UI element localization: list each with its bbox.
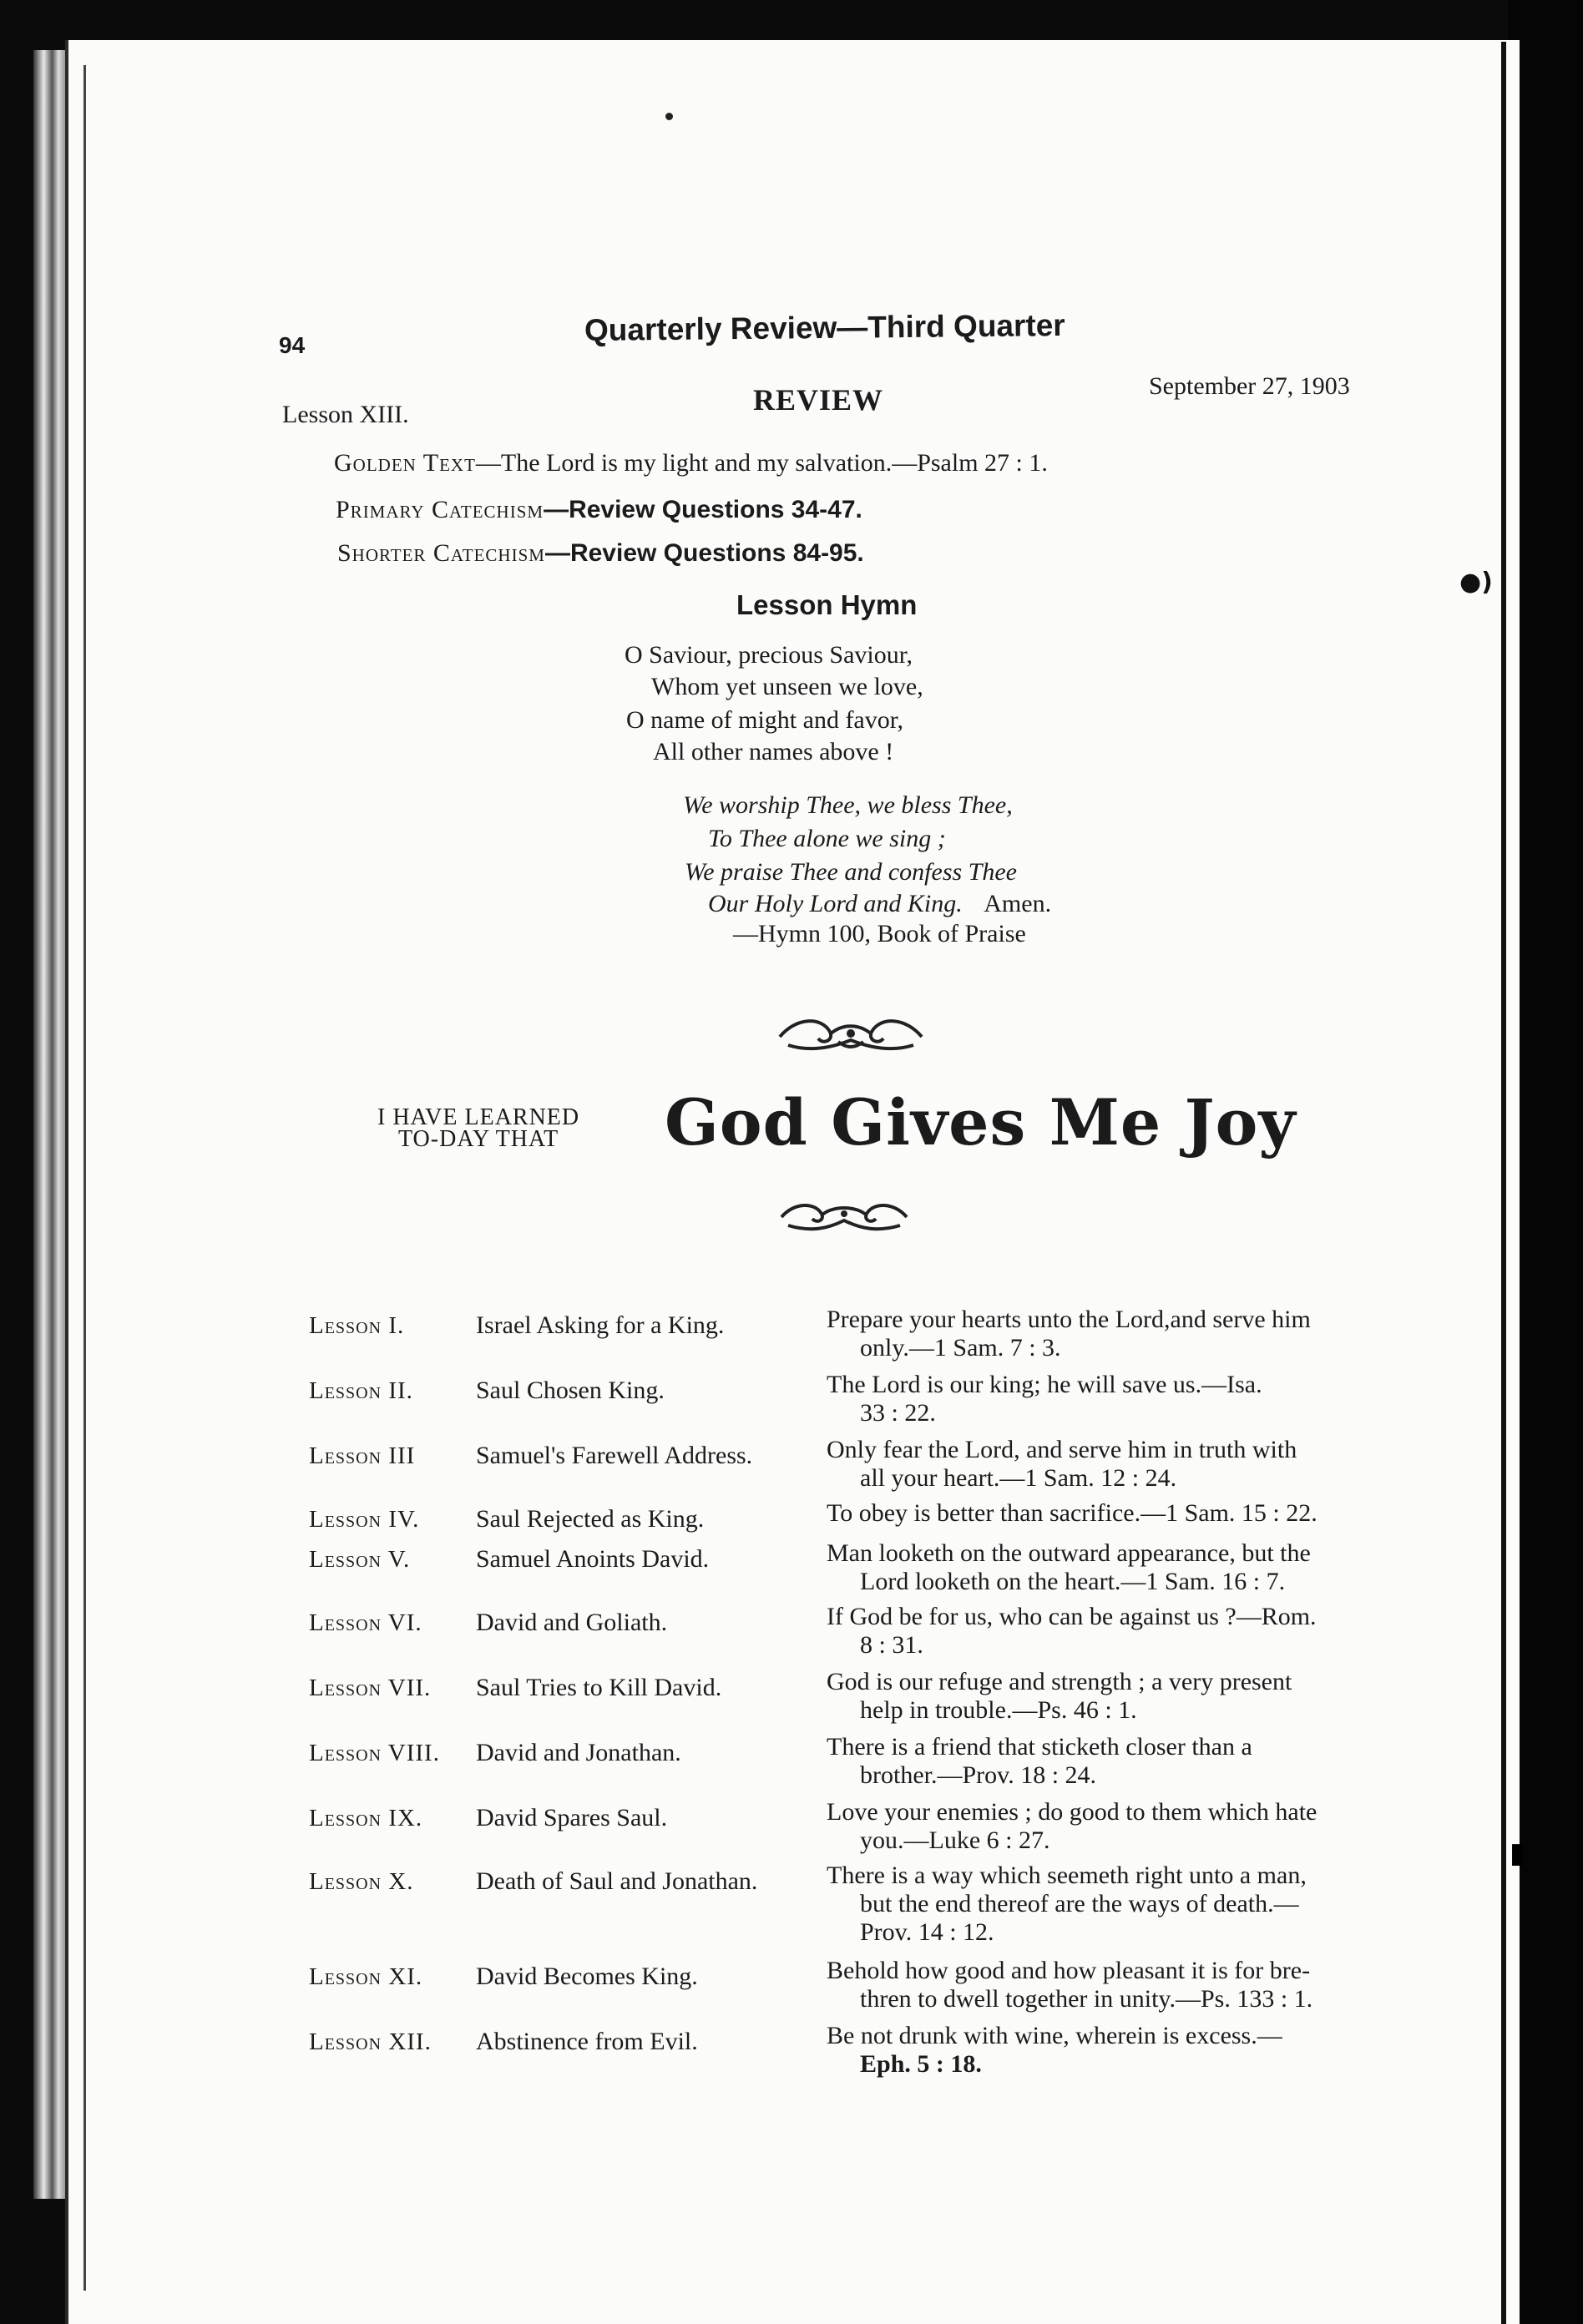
lesson-row-title: Death of Saul and Jonathan. [476,1867,758,1895]
lesson-row-number: Lesson VI. [309,1609,422,1636]
lesson-row-number: Lesson XI. [309,1963,423,1990]
primary-catechism [336,496,862,524]
golden-text-label: Golden Text [334,449,476,477]
lesson-row [309,2022,1428,2095]
lesson-row-title: Saul Rejected as King. [476,1505,705,1533]
lesson-row-text: God is our refuge and strength ; a very present help in trouble.—Ps. 46 : 1. [827,1668,1292,1724]
ink-dot [665,113,673,120]
lesson-row-number: Lesson IV. [309,1506,420,1533]
lesson-row-title: David Spares Saul. [476,1804,668,1831]
lesson-row-text: Prepare your hearts unto the Lord,and serve him only.—1 Sam. 7 : 3. [827,1306,1311,1362]
lesson-row-text: To obey is better than sacrifice.—1 Sam. 15 : 22. [827,1499,1317,1527]
lesson-row-title: David Becomes King. [476,1963,698,1990]
lesson-row-text: Behold how good and how pleasant it is for bre- thren to dwell together in unity.—Ps. 133 : 1. [827,1957,1313,2013]
lesson-row [309,1862,1428,1960]
hymn-chorus-last [708,890,1051,918]
hymn-line: Whom yet unseen we love, [651,673,923,700]
lesson-row-number: Lesson V. [309,1546,411,1573]
learned-lead-line2: TO-DAY THAT [397,1126,559,1152]
lesson-row-number: Lesson VII. [309,1675,432,1701]
lesson-row-title: David and Goliath. [476,1609,668,1636]
hymn-amen: Amen. [984,890,1052,917]
lesson-row-text: There is a way which seemeth right unto a man, but the end thereof are the ways of death.— Prov. 14 : 12. [827,1862,1307,1946]
lesson-row-text: Love your enemies ; do good to them which hate you.—Luke 6 : 27. [827,1798,1317,1854]
lesson-row-number: Lesson VIII. [309,1740,440,1766]
learned-title: God Gives Me Joy [665,1085,1297,1159]
lesson-row [309,1371,1428,1444]
primary-catechism-body: —Review Questions 34-47. [544,496,862,523]
page-number: 94 [279,332,306,358]
lesson-row-text: Be not drunk with wine, wherein is excess.— Eph. 5 : 18. [827,2022,1282,2078]
learned-lead [377,1104,580,1152]
lesson-row-number: Lesson IX. [309,1805,423,1831]
lesson-row-title: Israel Asking for a King. [476,1311,725,1339]
shorter-catechism-label: Shorter Catechism [337,539,545,567]
learned-lead-line1: I HAVE LEARNED [377,1104,580,1130]
ornament-flourish-top [771,1012,930,1057]
hymn-source: —Hymn 100, Book of Praise [733,920,1026,947]
hymn-chorus-line: We worship Thee, we bless Thee, [683,791,1013,819]
lesson-row-text: If God be for us, who can be against us ?—Rom. 8 : 31. [827,1603,1317,1659]
shorter-catechism-body: —Review Questions 84-95. [544,539,864,567]
lesson-row [309,1668,1428,1741]
hymn-line: O name of might and favor, [626,706,904,734]
lesson-row-text: Only fear the Lord, and serve him in truth with all your heart.—1 Sam. 12 : 24. [827,1436,1297,1492]
golden-text [334,449,1048,477]
lesson-date: September 27, 1903 [1149,372,1350,400]
lesson-row [309,1603,1428,1676]
page-gutter-rule [1501,42,1506,2324]
lesson-row-text: Man looketh on the outward appearance, but the Lord looketh on the heart.—1 Sam. 16 : 7. [827,1539,1311,1595]
running-head: Quarterly Review—Third Quarter [584,307,1065,348]
hymn-chorus-line: To Thee alone we sing ; [708,825,946,852]
lesson-title: REVIEW [753,383,884,417]
lesson-row-text: The Lord is our king; he will save us.—Isa. 33 : 22. [827,1371,1262,1427]
lesson-row [309,1306,1428,1379]
hymn-title: Lesson Hymn [736,589,918,620]
lesson-row-number: Lesson I. [309,1312,405,1339]
hymn-chorus-line: Our Holy Lord and King. [708,890,963,917]
shorter-catechism [337,539,864,568]
lesson-row-title: Saul Tries to Kill David. [476,1674,722,1701]
lesson-row-title: David and Jonathan. [476,1739,681,1766]
ornament-flourish-bottom [773,1195,915,1235]
hymn-line: All other names above ! [653,738,894,765]
lesson-row-number: Lesson II. [309,1377,413,1404]
lesson-row-title: Abstinence from Evil. [476,2028,698,2055]
lesson-row-title: Samuel Anoints David. [476,1545,710,1573]
primary-catechism-label: Primary Catechism [336,496,544,523]
lesson-row-text: There is a friend that sticketh closer than a brother.—Prov. 18 : 24. [827,1733,1252,1789]
lesson-row-number: Lesson XII. [309,2028,432,2055]
margin-smudge: ●) [1459,568,1493,597]
lesson-row-number: Lesson X. [309,1868,414,1895]
margin-smudge-2: ▮ [1510,1836,1525,1870]
golden-text-body: —The Lord is my light and my salvation.—Psalm 27 : 1. [475,449,1048,477]
lesson-row-title: Saul Chosen King. [476,1377,665,1404]
hymn-chorus-line: We praise Thee and confess Thee [685,858,1017,886]
lesson-row-number: Lesson III [309,1442,416,1469]
lesson-row [309,1957,1428,2030]
lesson-number: Lesson XIII. [282,401,409,428]
hymn-line: O Saviour, precious Saviour, [625,641,913,669]
lesson-row-title: Samuel's Farewell Address. [476,1442,753,1469]
lesson-row [309,1733,1428,1806]
